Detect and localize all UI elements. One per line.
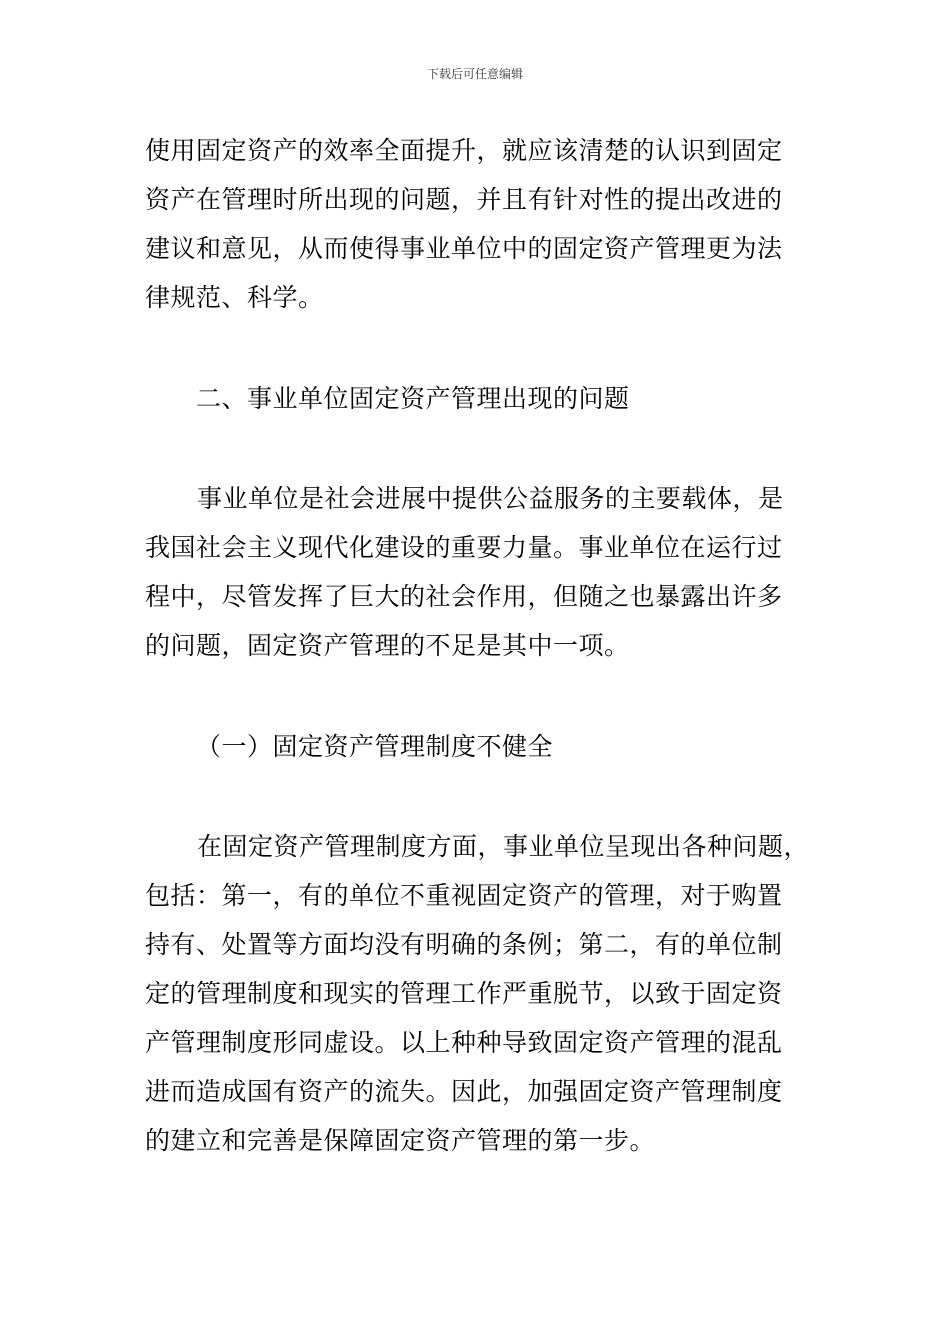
- paragraph-line: 事业单位是社会进展中提供公益服务的主要载体，是: [197, 484, 784, 513]
- paragraph-line: 律规范、科学。: [145, 283, 324, 312]
- paragraph-system: [145, 822, 810, 1165]
- paragraph-line: 程中，尽管发挥了巨大的社会作用，但随之也暴露出许多: [145, 582, 783, 611]
- paragraph-line: 建议和意见，从而使得事业单位中的固定资产管理更为法: [145, 234, 783, 263]
- paragraph-line: 定的管理制度和现实的管理工作严重脱节，以致于固定资: [145, 979, 783, 1008]
- paragraph-intro: [145, 126, 810, 322]
- page-header: 下载后可任意编辑: [426, 67, 523, 81]
- paragraph-line: 的问题，固定资产管理的不足是其中一项。: [145, 631, 630, 660]
- paragraph-line: 进而造成国有资产的流失。因此，加强固定资产管理制度: [145, 1077, 783, 1106]
- subsection-heading: （一）固定资产管理制度不健全: [196, 732, 554, 761]
- paragraph-line: 包括：第一，有的单位不重视固定资产的管理，对于购置: [145, 881, 783, 910]
- paragraph-line: 持有、处置等方面均没有明确的条例；第二，有的单位制: [145, 930, 783, 959]
- paragraph-line: 资产在管理时所出现的问题，并且有针对性的提出改进的: [145, 185, 783, 214]
- paragraph-line: 使用固定资产的效率全面提升，就应该清楚的认识到固定: [145, 136, 783, 165]
- paragraph-line: 的建立和完善是保障固定资产管理的第一步。: [145, 1126, 656, 1155]
- section-heading: 二、事业单位固定资产管理出现的问题: [196, 384, 630, 413]
- paragraph-line: 我国社会主义现代化建设的重要力量。事业单位在运行过: [145, 533, 783, 562]
- paragraph-line: 在固定资产管理制度方面，事业单位呈现出各种问题，: [197, 832, 810, 861]
- paragraph-institutions: [145, 474, 810, 670]
- paragraph-line: 产管理制度形同虚设。以上种种导致固定资产管理的混乱: [145, 1028, 783, 1057]
